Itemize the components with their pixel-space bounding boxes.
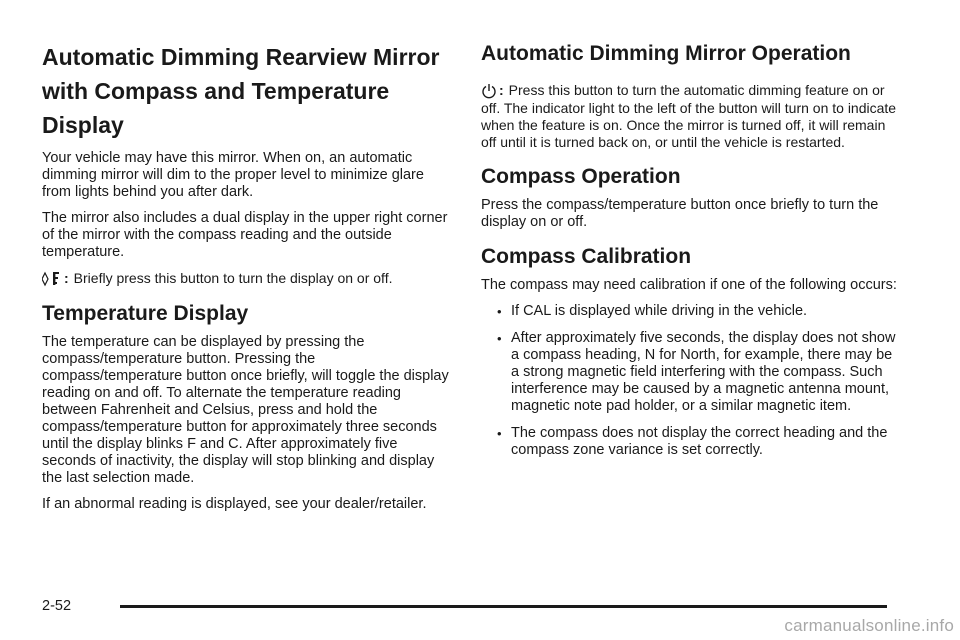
section-heading-temperature: Temperature Display [42,302,249,325]
footer-rule [120,605,887,608]
intro-paragraph: Your vehicle may have this mirror. When on, an automatic dimming mirror will dim to the proper level to minimize glare from lights behind you after dark. [42,150,424,200]
page-footer [42,596,887,616]
compass-temperature-icon [42,271,62,288]
page-number: 2-52 [42,598,72,614]
power-icon [481,83,497,100]
power-button-description: : Press this button to turn the automatic dimming feature on or off. The indicator light to the left of the button will turn on to indicate when the feature is on. Once the mirror is turned off, it will remain off until it is turned back on, or until the vehicle is restarted. [481,82,897,150]
compass-button-text: Briefly press this button to turn the display on or off. [73,270,393,286]
list-item: • If CAL is displayed while driving in the vehicle. [497,303,808,319]
power-button-text: Press this button to turn the automatic dimming feature on or off. The indicator light to the left of the button will turn on to indicate when the feature is on. Once the mirror is turned off, it will remain off until it is turned back on, or until the vehicle is restarted. [481,82,897,150]
watermark: carmanualsonline.info [784,616,954,635]
compass-button-description: : Briefly press this button to turn the display on or off. [42,270,452,288]
bullet-icon: • [497,304,502,319]
left-column [42,40,452,522]
list-item: • The compass does not display the correct heading and the compass zone variance is set correctly. [497,425,888,458]
section-heading-compass-operation: Compass Operation [481,165,681,188]
bullet-icon: • [497,331,502,346]
calibration-intro: The compass may need calibration if one of the following occurs: [481,277,897,293]
section-heading-compass-calibration: Compass Calibration [481,245,692,268]
compass-operation-paragraph: Press the compass/temperature button once briefly to turn the display on or off. [481,197,879,230]
calibration-list [481,303,901,459]
section-heading-mirror: Automatic Dimming Rearview Mirror with Compass and Temperature Display [42,44,440,138]
section-heading-mirror-operation: Automatic Dimming Mirror Operation [481,42,851,65]
right-column [481,40,901,469]
list-item: • After approximately five seconds, the display does not show a compass heading, N for North, for example, there may be a strong magnetic field interfering with the compass. Such interference may be caused by a magnetic antenna mount, magnetic note pad holder, or a similar magnetic item. [497,330,896,414]
bullet-icon: • [497,426,502,441]
temperature-paragraph: The temperature can be displayed by pressing the compass/temperature button. Pressing the compass/temperature button once briefly, will toggle the display reading on and off. To alternate the temperature reading between Fahrenheit and Celsius, press and hold the compass/temperature button for approximately three seconds until the display blinks F and C. After approximately five seconds of inactivity, the display will stop blinking and display the last selection made. [42,334,449,486]
dealer-paragraph: If an abnormal reading is displayed, see your dealer/retailer. [42,496,427,512]
display-paragraph: The mirror also includes a dual display in the upper right corner of the mirror with the compass reading and the outside temperature. [42,210,448,260]
